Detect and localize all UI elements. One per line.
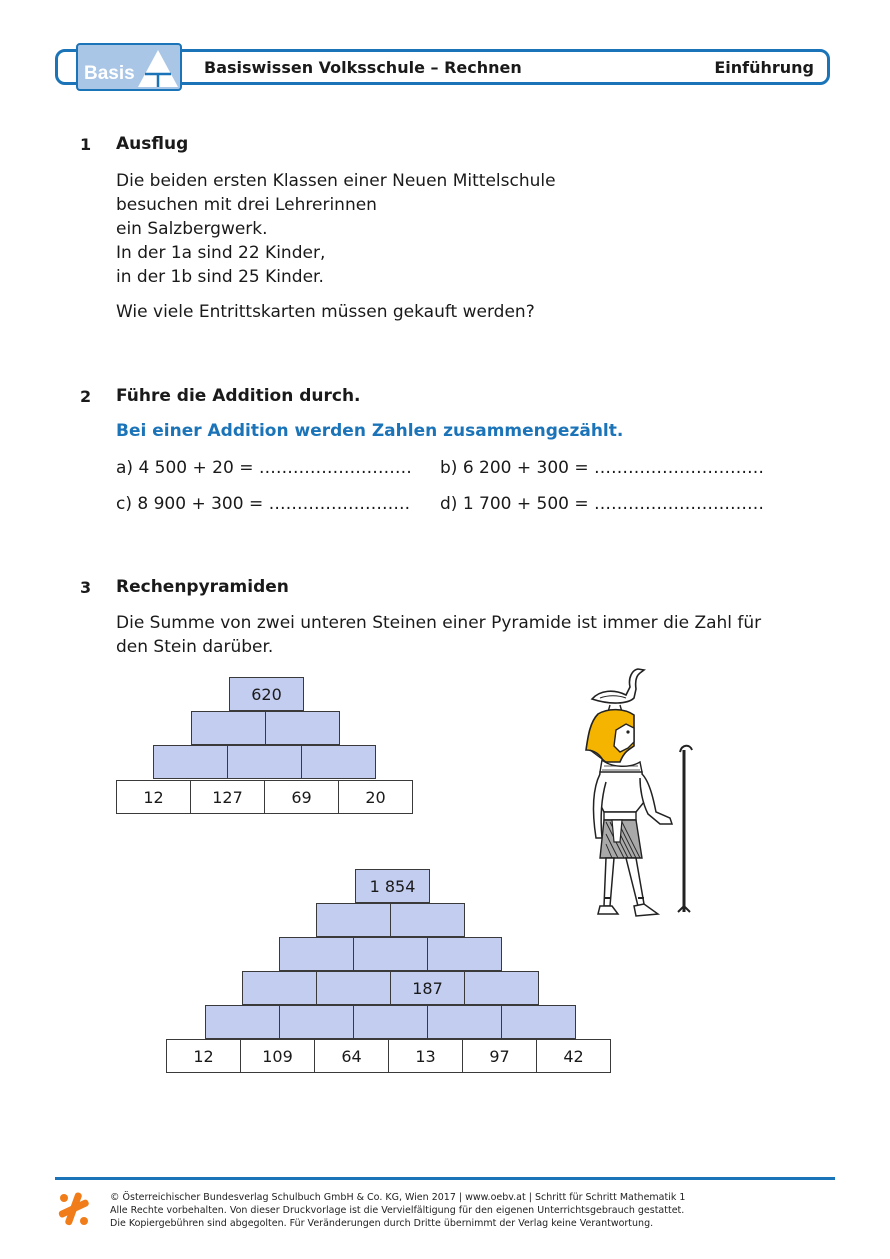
- task1-line: ein Salzbergwerk.: [116, 219, 268, 239]
- pyramid2-base-brick: 13: [388, 1039, 463, 1073]
- pyramid1-brick: [301, 745, 376, 779]
- task3-text: [116, 611, 761, 659]
- task2-number: 2: [80, 387, 92, 406]
- task3-number: 3: [80, 578, 92, 597]
- oebv-logo-icon: [56, 1190, 92, 1228]
- task1-title: Ausflug: [116, 134, 189, 154]
- basis-logo: [76, 43, 182, 91]
- pyramid2-base-brick: 12: [166, 1039, 241, 1073]
- logo-text: Basis: [84, 63, 135, 84]
- task3-line: den Stein darüber.: [116, 637, 274, 657]
- pyramid2-brick: [427, 1005, 502, 1039]
- pyramid2-given-brick: 187: [390, 971, 465, 1005]
- pyramid2-brick: [316, 903, 391, 937]
- pyramid2-brick: [205, 1005, 280, 1039]
- pyramid1-brick: [153, 745, 228, 779]
- task1-line: In der 1a sind 22 Kinder,: [116, 243, 326, 263]
- pyramid1-top-brick: 620: [229, 677, 304, 711]
- pyramid2-brick: [316, 971, 391, 1005]
- pyramid1-base-brick: 69: [264, 780, 339, 814]
- pyramid2-brick: [279, 1005, 354, 1039]
- task1-line: in der 1b sind 25 Kinder.: [116, 267, 324, 287]
- task2-title: Führe die Addition durch.: [116, 386, 361, 406]
- pyramid1-brick: [265, 711, 340, 745]
- footer-line: Alle Rechte vorbehalten. Von dieser Druckvorlage ist die Vervielfältigung für den eigenen Unterrichtsgebrauch gestattet.: [110, 1205, 685, 1216]
- task2-item-a: a) 4 500 + 20 = ………………………: [116, 458, 412, 478]
- task2-hint: Bei einer Addition werden Zahlen zusammengezählt.: [116, 421, 624, 441]
- pyramid2-brick: [279, 937, 354, 971]
- pyramid2-top-brick: 1 854: [355, 869, 430, 903]
- footer-divider: [55, 1177, 835, 1180]
- pyramid2-base-brick: 64: [314, 1039, 389, 1073]
- task3-line: Die Summe von zwei unteren Steinen einer Pyramide ist immer die Zahl für: [116, 613, 762, 633]
- task1-question: Wie viele Entrittskarten müssen gekauft werden?: [116, 302, 535, 322]
- pyramid2-brick: [353, 1005, 428, 1039]
- pyramid1-base-brick: 20: [338, 780, 413, 814]
- header-section: Einführung: [714, 58, 814, 77]
- task2-item-b: b) 6 200 + 300 = …………………………: [440, 458, 765, 478]
- task2-item-c: c) 8 900 + 300 = …………………….: [116, 494, 411, 514]
- footer-text: [110, 1191, 685, 1230]
- pyramid2-base-brick: 109: [240, 1039, 315, 1073]
- pyramid2-brick: [464, 971, 539, 1005]
- task3-title: Rechenpyramiden: [116, 577, 289, 597]
- pyramid1-base-brick: 127: [190, 780, 265, 814]
- pyramid1-brick: [227, 745, 302, 779]
- footer-line: © Österreichischer Bundesverlag Schulbuch GmbH & Co. KG, Wien 2017 | www.oebv.at | Schritt für Schritt Mathematik 1: [110, 1192, 686, 1203]
- pyramid2-brick: [242, 971, 317, 1005]
- pyramid2-base-brick: 42: [536, 1039, 611, 1073]
- pyramid2-brick: [390, 903, 465, 937]
- task1-number: 1: [80, 135, 92, 154]
- pyramid2-brick: [427, 937, 502, 971]
- pyramid1-base-brick: 12: [116, 780, 191, 814]
- task1-line: besuchen mit drei Lehrerinnen: [116, 195, 377, 215]
- pharaoh-illustration: [570, 662, 710, 937]
- pyramid2-brick: [353, 937, 428, 971]
- pyramid2-base-brick: 97: [462, 1039, 537, 1073]
- pyramid2-brick: [501, 1005, 576, 1039]
- header-title: Basiswissen Volksschule – Rechnen: [204, 58, 522, 77]
- pyramid1-brick: [191, 711, 266, 745]
- task1-line: Die beiden ersten Klassen einer Neuen Mittelschule: [116, 171, 556, 191]
- task2-item-d: d) 1 700 + 500 = …………………………: [440, 494, 765, 514]
- task1-text: [116, 169, 556, 289]
- footer-line: Die Kopiergebühren sind abgegolten. Für Veränderungen durch Dritte übernimmt der Verlag keine Verantwortung.: [110, 1218, 654, 1229]
- pyramid-logo-icon: [136, 47, 180, 89]
